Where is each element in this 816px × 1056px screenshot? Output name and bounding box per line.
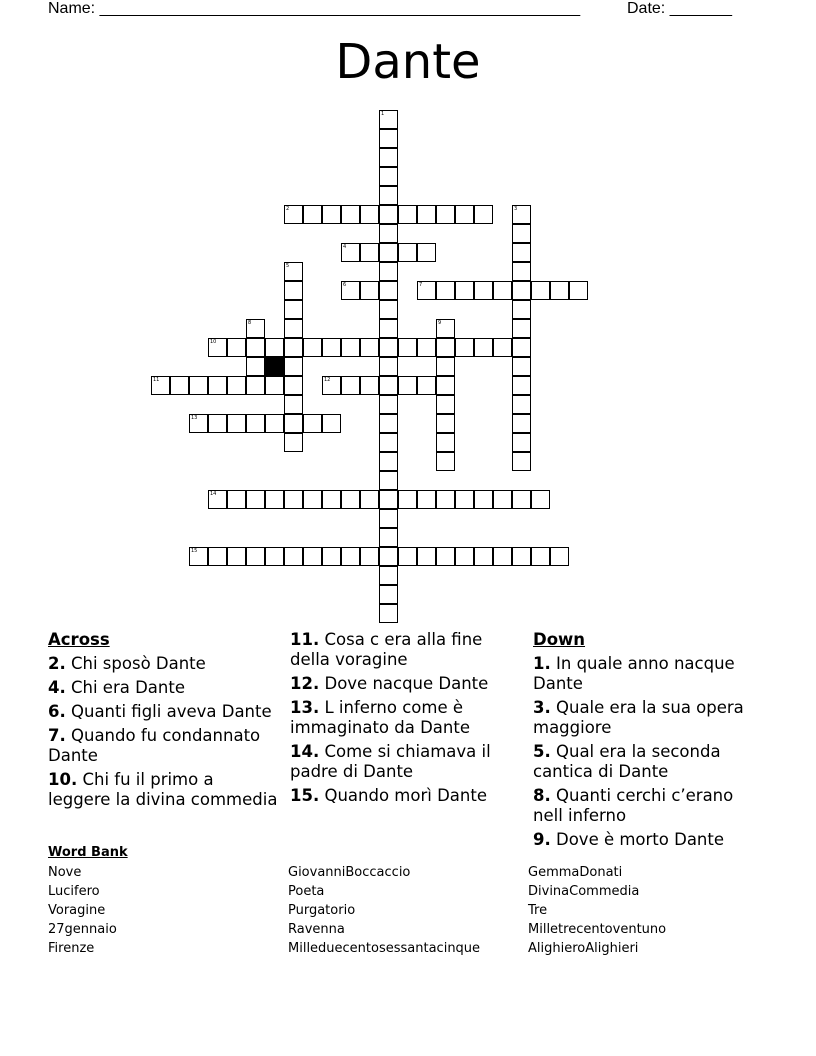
grid-cell[interactable] bbox=[417, 338, 436, 357]
grid-cell[interactable] bbox=[341, 338, 360, 357]
clue-text: Quando fu condannato Dante bbox=[48, 726, 261, 765]
clue-text: Quale era la sua opera maggiore bbox=[533, 698, 744, 737]
grid-cell[interactable] bbox=[208, 338, 227, 357]
grid-cell[interactable] bbox=[398, 547, 417, 566]
grid-cell[interactable] bbox=[379, 281, 398, 300]
grid-cell[interactable] bbox=[436, 376, 455, 395]
grid-cell[interactable] bbox=[322, 547, 341, 566]
grid-cell[interactable] bbox=[322, 376, 341, 395]
grid-cell[interactable] bbox=[512, 490, 531, 509]
clue-number: 3. bbox=[533, 698, 551, 717]
word-bank-item: GiovanniBoccaccio bbox=[288, 865, 411, 880]
grid-cell[interactable] bbox=[284, 205, 303, 224]
cell-number: 11 bbox=[153, 377, 160, 383]
grid-cell[interactable] bbox=[379, 585, 398, 604]
clue-across-6 bbox=[48, 702, 280, 722]
clue-text: In quale anno nacque Dante bbox=[533, 654, 735, 693]
clue-across-11 bbox=[290, 630, 522, 670]
grid-cell[interactable] bbox=[284, 300, 303, 319]
cell-number: 8 bbox=[248, 320, 252, 326]
word-bank-item: Nove bbox=[48, 865, 82, 880]
grid-cell[interactable] bbox=[379, 490, 398, 509]
grid-cell[interactable] bbox=[360, 338, 379, 357]
grid-cell[interactable] bbox=[227, 547, 246, 566]
grid-cell[interactable] bbox=[227, 414, 246, 433]
clue-text: Dove è morto Dante bbox=[556, 830, 725, 849]
clue-number: 14. bbox=[290, 742, 320, 761]
grid-cell[interactable] bbox=[512, 281, 531, 300]
clue-text: Come si chiamava il padre di Dante bbox=[290, 742, 491, 781]
grid-cell[interactable] bbox=[284, 338, 303, 357]
across-column bbox=[48, 630, 280, 814]
clue-text: Chi era Dante bbox=[71, 678, 185, 697]
grid-cell[interactable] bbox=[398, 243, 417, 262]
grid-cell[interactable] bbox=[360, 490, 379, 509]
grid-cell[interactable] bbox=[550, 547, 569, 566]
cell-number: 13 bbox=[191, 415, 198, 421]
grid-cell[interactable] bbox=[379, 110, 398, 129]
clue-across-15 bbox=[290, 786, 522, 806]
clue-across-13 bbox=[290, 698, 522, 738]
cell-number: 5 bbox=[286, 263, 290, 269]
grid-cell[interactable] bbox=[436, 338, 455, 357]
word-bank-item: GemmaDonati bbox=[528, 865, 623, 880]
grid-cell[interactable] bbox=[322, 205, 341, 224]
word-bank-item: Ravenna bbox=[288, 922, 345, 937]
grid-cell[interactable] bbox=[379, 129, 398, 148]
grid-cell[interactable] bbox=[474, 281, 493, 300]
grid-cell[interactable] bbox=[379, 205, 398, 224]
clue-text: Chi sposò Dante bbox=[71, 654, 206, 673]
grid-cell[interactable] bbox=[360, 376, 379, 395]
clue-number: 12. bbox=[290, 674, 320, 693]
clue-text: Quando morì Dante bbox=[324, 786, 487, 805]
grid-cell[interactable] bbox=[512, 414, 531, 433]
clue-number: 8. bbox=[533, 786, 551, 805]
grid-cell[interactable] bbox=[284, 414, 303, 433]
down-heading: Down bbox=[533, 630, 586, 649]
word-bank-item: Milleduecentosessantacinque bbox=[288, 941, 481, 956]
clue-across-10 bbox=[48, 770, 280, 810]
grid-cell[interactable] bbox=[417, 205, 436, 224]
grid-cell[interactable] bbox=[322, 490, 341, 509]
word-bank-item: DivinaCommedia bbox=[528, 884, 640, 899]
grid-cell[interactable] bbox=[284, 490, 303, 509]
cell-number: 4 bbox=[343, 244, 347, 250]
grid-cell[interactable] bbox=[303, 490, 322, 509]
grid-cell[interactable] bbox=[303, 338, 322, 357]
cell-number: 14 bbox=[210, 491, 217, 497]
grid-cell[interactable] bbox=[189, 376, 208, 395]
clue-down-8 bbox=[533, 786, 765, 826]
grid-cell[interactable] bbox=[493, 281, 512, 300]
grid-cell[interactable] bbox=[512, 205, 531, 224]
black-square bbox=[265, 357, 284, 376]
cell-number: 1 bbox=[381, 111, 385, 117]
grid-cell[interactable] bbox=[379, 528, 398, 547]
grid-cell[interactable] bbox=[474, 547, 493, 566]
grid-cell[interactable] bbox=[303, 547, 322, 566]
clue-down-5 bbox=[533, 742, 765, 782]
grid-cell[interactable] bbox=[379, 167, 398, 186]
word-bank-item: Voragine bbox=[48, 903, 106, 918]
grid-cell[interactable] bbox=[455, 281, 474, 300]
grid-cell[interactable] bbox=[569, 281, 588, 300]
grid-cell[interactable] bbox=[493, 490, 512, 509]
grid-cell[interactable] bbox=[341, 547, 360, 566]
grid-cell[interactable] bbox=[246, 338, 265, 357]
clue-text: Chi fu il primo a leggere la divina commedia bbox=[48, 770, 278, 809]
grid-cell[interactable] bbox=[398, 338, 417, 357]
clue-across-2 bbox=[48, 654, 280, 674]
grid-cell[interactable] bbox=[265, 338, 284, 357]
grid-cell[interactable] bbox=[246, 376, 265, 395]
grid-cell[interactable] bbox=[512, 376, 531, 395]
grid-cell[interactable] bbox=[417, 281, 436, 300]
grid-cell[interactable] bbox=[284, 376, 303, 395]
grid-cell[interactable] bbox=[379, 395, 398, 414]
word-bank-item: Lucifero bbox=[48, 884, 100, 899]
clue-across-4 bbox=[48, 678, 280, 698]
grid-cell[interactable] bbox=[512, 452, 531, 471]
grid-cell[interactable] bbox=[512, 300, 531, 319]
cell-number: 3 bbox=[514, 206, 518, 212]
grid-cell[interactable] bbox=[512, 395, 531, 414]
grid-cell[interactable] bbox=[493, 547, 512, 566]
grid-cell[interactable] bbox=[284, 547, 303, 566]
grid-cell[interactable] bbox=[398, 205, 417, 224]
clue-number: 13. bbox=[290, 698, 320, 717]
grid-cell[interactable] bbox=[227, 490, 246, 509]
grid-cell[interactable] bbox=[493, 338, 512, 357]
grid-cell[interactable] bbox=[341, 490, 360, 509]
grid-cell[interactable] bbox=[189, 547, 208, 566]
grid-cell[interactable] bbox=[436, 414, 455, 433]
clue-down-9 bbox=[533, 830, 765, 850]
grid-cell[interactable] bbox=[379, 547, 398, 566]
grid-cell[interactable] bbox=[208, 547, 227, 566]
grid-cell[interactable] bbox=[379, 604, 398, 623]
grid-cell[interactable] bbox=[208, 376, 227, 395]
grid-cell[interactable] bbox=[379, 319, 398, 338]
grid-cell[interactable] bbox=[455, 205, 474, 224]
grid-cell[interactable] bbox=[246, 319, 265, 338]
word-bank-item: 27gennaio bbox=[48, 922, 117, 937]
grid-cell[interactable] bbox=[360, 205, 379, 224]
grid-cell[interactable] bbox=[436, 490, 455, 509]
grid-cell[interactable] bbox=[246, 414, 265, 433]
grid-cell[interactable] bbox=[379, 148, 398, 167]
clue-number: 2. bbox=[48, 654, 66, 673]
clue-down-1 bbox=[533, 654, 765, 694]
grid-cell[interactable] bbox=[189, 414, 208, 433]
grid-cell[interactable] bbox=[303, 205, 322, 224]
word-bank-column-2 bbox=[288, 863, 480, 958]
grid-cell[interactable] bbox=[360, 547, 379, 566]
word-bank-column-3 bbox=[528, 863, 666, 958]
grid-cell[interactable] bbox=[512, 433, 531, 452]
cell-number: 15 bbox=[191, 548, 198, 554]
clue-number: 10. bbox=[48, 770, 78, 789]
grid-cell[interactable] bbox=[284, 357, 303, 376]
cell-number: 6 bbox=[343, 282, 347, 288]
grid-cell[interactable] bbox=[341, 376, 360, 395]
across-column-continued bbox=[290, 630, 522, 810]
grid-cell[interactable] bbox=[379, 566, 398, 585]
word-bank-item: Tre bbox=[528, 903, 548, 918]
grid-cell[interactable] bbox=[322, 338, 341, 357]
grid-cell[interactable] bbox=[379, 262, 398, 281]
word-bank-item: Poeta bbox=[288, 884, 325, 899]
cell-number: 9 bbox=[438, 320, 442, 326]
grid-cell[interactable] bbox=[379, 414, 398, 433]
grid-cell[interactable] bbox=[284, 433, 303, 452]
grid-cell[interactable] bbox=[474, 205, 493, 224]
grid-cell[interactable] bbox=[284, 319, 303, 338]
clue-text: Cosa c era alla fine della voragine bbox=[290, 630, 483, 669]
grid-cell[interactable] bbox=[341, 281, 360, 300]
cell-number: 7 bbox=[419, 282, 423, 288]
grid-cell[interactable] bbox=[379, 224, 398, 243]
cell-number: 10 bbox=[210, 339, 217, 345]
grid-cell[interactable] bbox=[246, 490, 265, 509]
clue-number: 11. bbox=[290, 630, 320, 649]
grid-cell[interactable] bbox=[531, 281, 550, 300]
grid-cell[interactable] bbox=[208, 490, 227, 509]
grid-cell[interactable] bbox=[379, 471, 398, 490]
grid-cell[interactable] bbox=[379, 357, 398, 376]
word-bank-title: Word Bank bbox=[48, 845, 128, 860]
grid-cell[interactable] bbox=[531, 490, 550, 509]
grid-cell[interactable] bbox=[208, 414, 227, 433]
grid-cell[interactable] bbox=[436, 319, 455, 338]
grid-cell[interactable] bbox=[227, 338, 246, 357]
clue-number: 7. bbox=[48, 726, 66, 745]
grid-cell[interactable] bbox=[379, 243, 398, 262]
grid-cell[interactable] bbox=[265, 547, 284, 566]
grid-cell[interactable] bbox=[265, 414, 284, 433]
grid-cell[interactable] bbox=[398, 490, 417, 509]
grid-cell[interactable] bbox=[512, 338, 531, 357]
clue-number: 4. bbox=[48, 678, 66, 697]
clue-number: 15. bbox=[290, 786, 320, 805]
cell-number: 12 bbox=[324, 377, 331, 383]
grid-cell[interactable] bbox=[265, 376, 284, 395]
grid-cell[interactable] bbox=[455, 547, 474, 566]
clue-number: 1. bbox=[533, 654, 551, 673]
grid-cell[interactable] bbox=[379, 300, 398, 319]
grid-cell[interactable] bbox=[474, 338, 493, 357]
grid-cell[interactable] bbox=[550, 281, 569, 300]
grid-cell[interactable] bbox=[512, 243, 531, 262]
grid-cell[interactable] bbox=[360, 281, 379, 300]
clue-across-12 bbox=[290, 674, 522, 694]
across-heading: Across bbox=[48, 630, 110, 649]
grid-cell[interactable] bbox=[170, 376, 189, 395]
grid-cell[interactable] bbox=[227, 376, 246, 395]
clue-number: 9. bbox=[533, 830, 551, 849]
grid-cell[interactable] bbox=[246, 547, 265, 566]
grid-cell[interactable] bbox=[379, 186, 398, 205]
grid-cell[interactable] bbox=[246, 357, 265, 376]
word-bank-item: Purgatorio bbox=[288, 903, 356, 918]
grid-cell[interactable] bbox=[379, 509, 398, 528]
down-column bbox=[533, 630, 765, 854]
grid-cell[interactable] bbox=[417, 547, 436, 566]
grid-cell[interactable] bbox=[360, 243, 379, 262]
grid-cell[interactable] bbox=[398, 376, 417, 395]
clue-across-14 bbox=[290, 742, 522, 782]
grid-cell[interactable] bbox=[151, 376, 170, 395]
grid-cell[interactable] bbox=[512, 357, 531, 376]
grid-cell[interactable] bbox=[474, 490, 493, 509]
grid-cell[interactable] bbox=[436, 357, 455, 376]
clue-number: 6. bbox=[48, 702, 66, 721]
grid-cell[interactable] bbox=[436, 452, 455, 471]
grid-cell[interactable] bbox=[379, 433, 398, 452]
cell-number: 2 bbox=[286, 206, 290, 212]
clue-down-3 bbox=[533, 698, 765, 738]
grid-cell[interactable] bbox=[436, 547, 455, 566]
clue-text: L inferno come è immaginato da Dante bbox=[290, 698, 471, 737]
grid-cell[interactable] bbox=[512, 547, 531, 566]
word-bank-item: Milletrecentoventuno bbox=[528, 922, 667, 937]
grid-cell[interactable] bbox=[341, 205, 360, 224]
word-bank-item: Firenze bbox=[48, 941, 95, 956]
clue-text: Qual era la seconda cantica di Dante bbox=[533, 742, 721, 781]
grid-cell[interactable] bbox=[417, 376, 436, 395]
grid-cell[interactable] bbox=[455, 490, 474, 509]
word-bank-item: AlighieroAlighieri bbox=[528, 941, 639, 956]
clue-number: 5. bbox=[533, 742, 551, 761]
grid-cell[interactable] bbox=[436, 205, 455, 224]
page-title: Dante bbox=[335, 34, 481, 90]
grid-cell[interactable] bbox=[265, 490, 284, 509]
grid-cell[interactable] bbox=[436, 281, 455, 300]
word-bank-column-1 bbox=[48, 863, 117, 958]
grid-cell[interactable] bbox=[284, 395, 303, 414]
grid-cell[interactable] bbox=[531, 547, 550, 566]
grid-cell[interactable] bbox=[379, 452, 398, 471]
clue-text: Dove nacque Dante bbox=[324, 674, 489, 693]
grid-cell[interactable] bbox=[436, 395, 455, 414]
name-line[interactable]: Name: ______________________________________________________ bbox=[48, 0, 581, 17]
grid-cell[interactable] bbox=[341, 243, 360, 262]
grid-cell[interactable] bbox=[512, 224, 531, 243]
grid-cell[interactable] bbox=[284, 262, 303, 281]
grid-cell[interactable] bbox=[284, 281, 303, 300]
grid-cell[interactable] bbox=[417, 243, 436, 262]
grid-cell[interactable] bbox=[436, 433, 455, 452]
grid-cell[interactable] bbox=[379, 376, 398, 395]
clue-across-7 bbox=[48, 726, 280, 766]
grid-cell[interactable] bbox=[512, 262, 531, 281]
grid-cell[interactable] bbox=[455, 338, 474, 357]
date-line[interactable]: Date: _______ bbox=[627, 0, 732, 17]
grid-cell[interactable] bbox=[322, 414, 341, 433]
grid-cell[interactable] bbox=[512, 319, 531, 338]
grid-cell[interactable] bbox=[379, 338, 398, 357]
grid-cell[interactable] bbox=[417, 490, 436, 509]
clue-text: Quanti figli aveva Dante bbox=[71, 702, 272, 721]
clue-text: Quanti cerchi c’erano nell inferno bbox=[533, 786, 734, 825]
grid-cell[interactable] bbox=[303, 414, 322, 433]
